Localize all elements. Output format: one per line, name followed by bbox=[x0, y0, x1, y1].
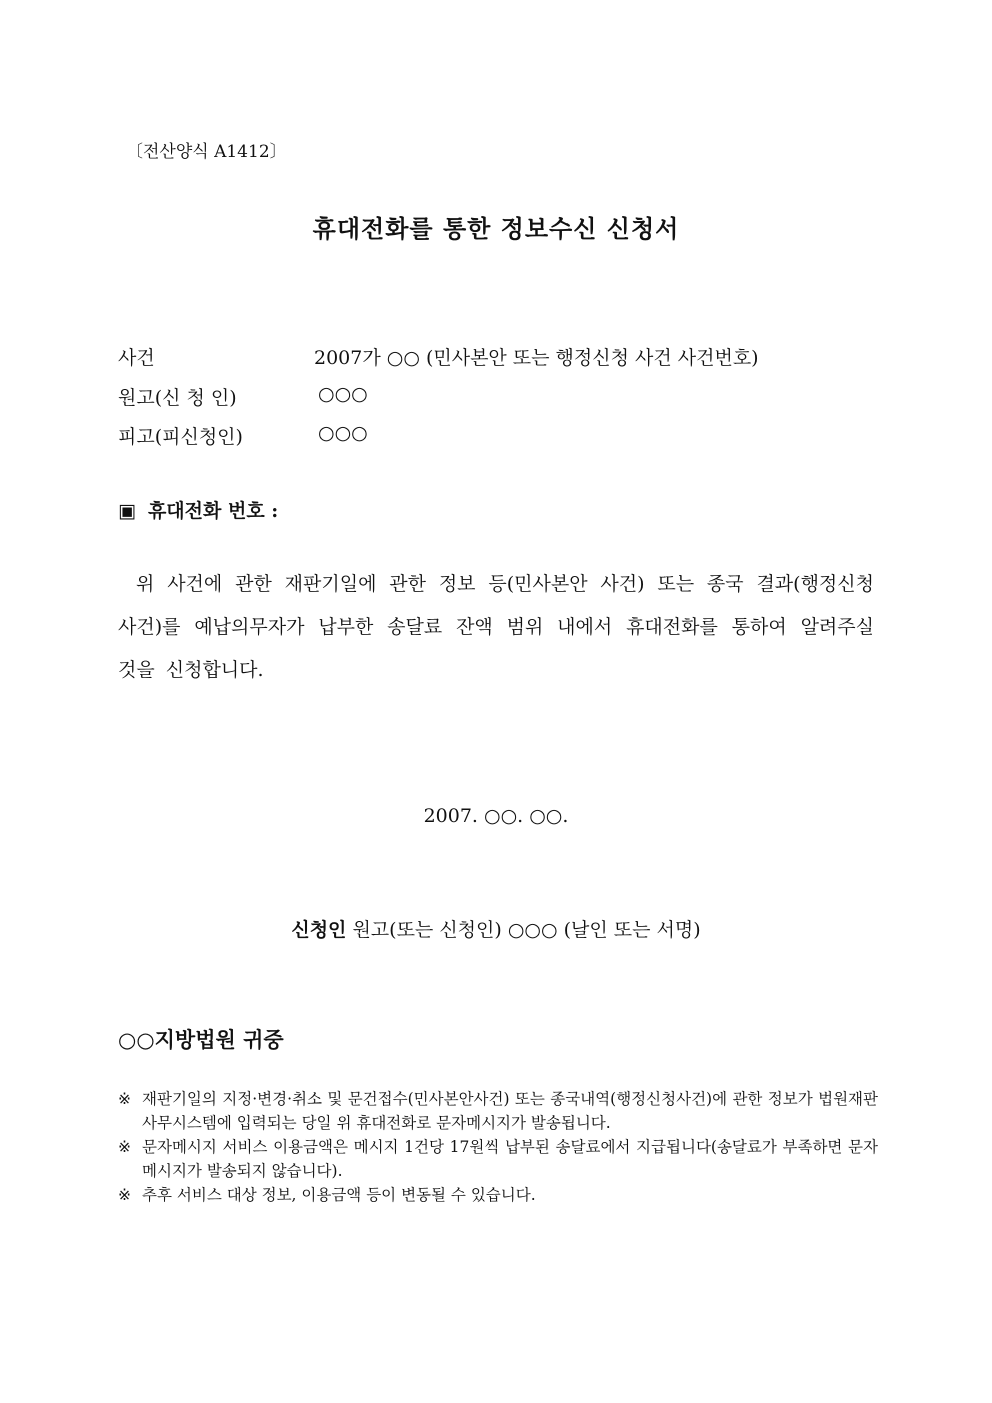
reference-mark-icon: ※ bbox=[118, 1138, 131, 1156]
checkbox-square-icon: ▣ bbox=[118, 500, 136, 522]
case-label: 사건 bbox=[118, 347, 155, 369]
notes-list bbox=[118, 1087, 878, 1207]
note-item bbox=[118, 1183, 878, 1207]
case-number: 2007가 ○○ (민사본안 또는 행정신청 사건 사건번호) bbox=[314, 347, 759, 369]
reference-mark-icon: ※ bbox=[118, 1090, 131, 1108]
application-date: 2007. ○○. ○○. bbox=[423, 805, 569, 827]
phone-number-line bbox=[118, 496, 278, 523]
defendant-name: ○○○ bbox=[318, 422, 368, 444]
applicant-line bbox=[0, 915, 992, 942]
request-body: 위 사건에 관한 재판기일에 관한 정보 등(민사본안 사건) 또는 종국 결과(행정신청사건)를 예납의무자가 납부한 송달료 잔액 범위 내에서 휴대전화를 통하여 알려주실 것을 신청합니다. bbox=[118, 573, 874, 681]
court-addressee: ○○지방법원 귀중 bbox=[118, 1027, 284, 1052]
note-text: 추후 서비스 대상 정보, 이용금액 등이 변동될 수 있습니다. bbox=[142, 1186, 536, 1204]
note-item bbox=[118, 1087, 878, 1135]
applicant-label: 신청인 bbox=[291, 919, 347, 941]
form-code: 〔전산양식 A1412〕 bbox=[126, 142, 287, 162]
page-title: 휴대전화를 통한 정보수신 신청서 bbox=[312, 214, 680, 243]
note-text: 재판기일의 지정·변경·취소 및 문건접수(민사본안사건) 또는 종국내역(행정신청사건)에 관한 정보가 법원재판사무시스템에 입력되는 당일 위 휴대전화로 문자메시지가 발송됩니다. bbox=[142, 1090, 878, 1132]
plaintiff-name: ○○○ bbox=[318, 383, 368, 405]
reference-mark-icon: ※ bbox=[118, 1186, 131, 1204]
phone-number-label: 휴대전화 번호 : bbox=[147, 500, 279, 522]
plaintiff-label: 원고(신 청 인) bbox=[118, 387, 237, 409]
applicant-signature: 원고(또는 신청인) ○○○ (날인 또는 서명) bbox=[352, 919, 701, 941]
note-item bbox=[118, 1135, 878, 1183]
note-text: 문자메시지 서비스 이용금액은 메시지 1건당 17원씩 납부된 송달료에서 지급됩니다(송달료가 부족하면 문자메시지가 발송되지 않습니다). bbox=[142, 1138, 878, 1180]
case-label-row bbox=[118, 343, 254, 370]
defendant-label: 피고(피신청인) bbox=[118, 426, 243, 448]
